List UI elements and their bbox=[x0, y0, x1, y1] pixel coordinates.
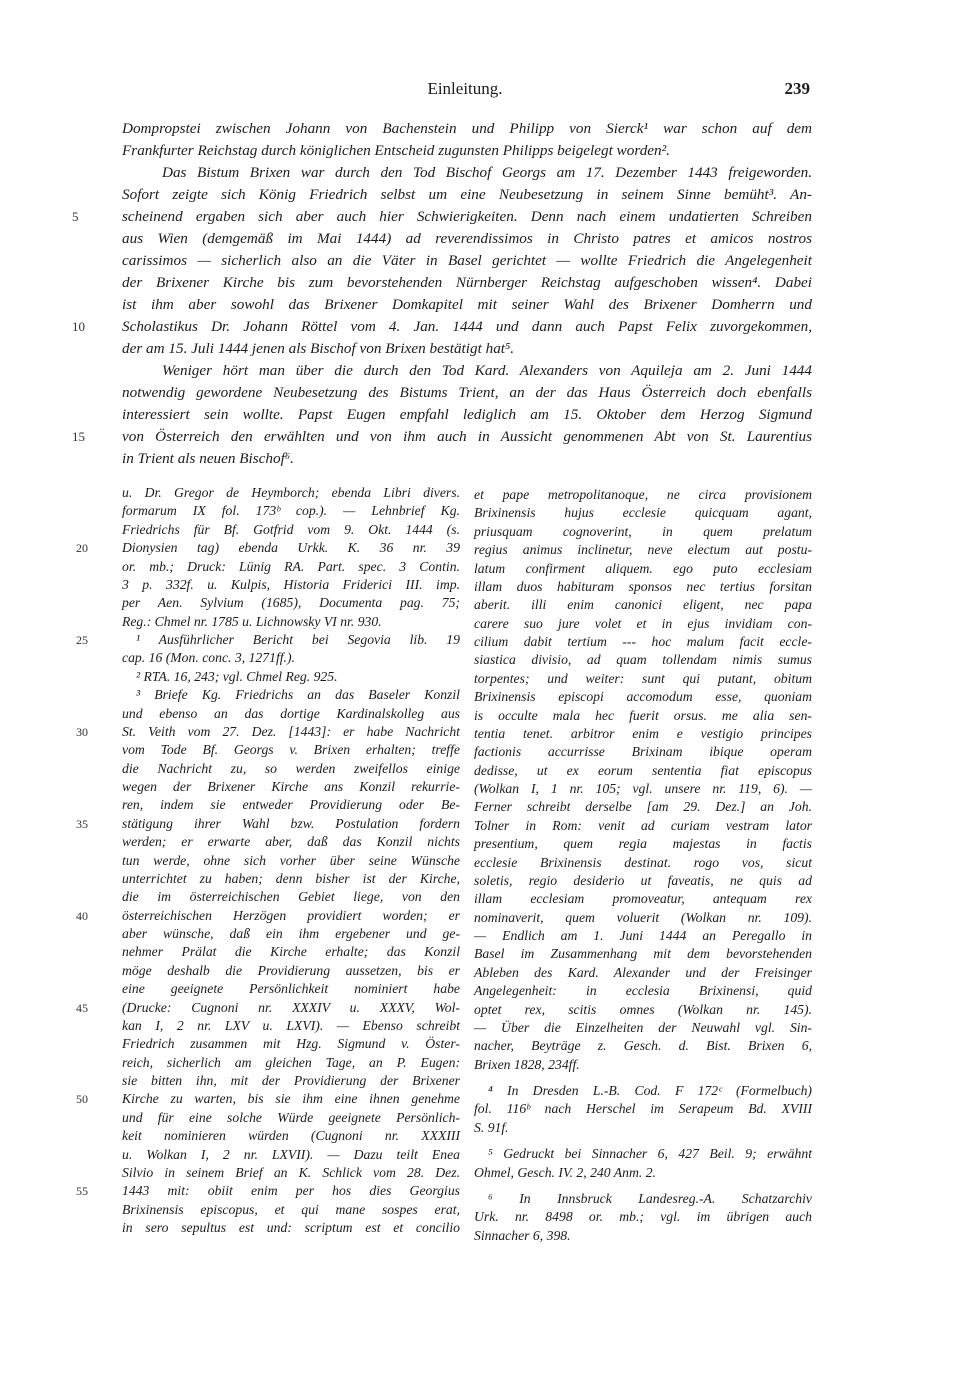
footnote-line: aberit. illi enim canonici eligent, nec papa bbox=[474, 597, 812, 613]
footnote-line: eine geeignete Persönlichkeit nominiert habe bbox=[122, 981, 460, 997]
footnote-line: möge deshalb die Providierung aussetzen, bis er bbox=[122, 962, 460, 978]
footnote-line: ⁴ In Dresden L.-B. Cod. F 172ᶜ (Formelbuch) bbox=[488, 1083, 812, 1098]
footnote-line: Brixen 1828, 234ff. bbox=[474, 1056, 580, 1072]
footnote-line: nehmer Prälat die Kirche erhalte; das Konzil bbox=[122, 944, 460, 960]
footnotes-right-column bbox=[474, 486, 812, 1245]
footnote-line: ³ Briefe Kg. Friedrichs an das Baseler Konzil bbox=[136, 687, 460, 703]
footnote-line: unterrichtet zu haben; denn bisher ist der Kirche, bbox=[122, 870, 460, 886]
footnote-line: factionis accurrisse Brixinam ibique operam bbox=[474, 744, 812, 760]
footnote-line: presentium, quem regia majestas in factis bbox=[474, 836, 812, 852]
line-number: 5 bbox=[72, 209, 79, 224]
text-line: scheinend ergaben sich aber auch hier Schwierigkeiten. Denn nach einem undatierten Schreiben 5 bbox=[122, 206, 812, 228]
line-number: 35 bbox=[76, 816, 88, 831]
footnote-line: ⁵ Gedruckt bei Sinnacher 6, 427 Beil. 9; erwähnt bbox=[488, 1146, 812, 1162]
footnote-line: ² RTA. 16, 243; vgl. Chmel Reg. 925. bbox=[136, 668, 338, 684]
footnote-line: Brixinensis episcopus, et qui mane sospes erat, bbox=[122, 1201, 460, 1217]
main-text bbox=[72, 118, 812, 470]
footnote-line: Angelegenheit: in ecclesia Brixinensi, quid bbox=[474, 983, 812, 999]
footnote-line: illam ecclesiam promoveatur, antequam rex bbox=[474, 891, 812, 907]
footnote-line: cilium dabit tertium --- hoc malum facit eccle- bbox=[474, 634, 812, 649]
footnote-line: Basel im Zusammenhang mit dem bevorstehenden bbox=[474, 946, 812, 962]
page-header bbox=[120, 76, 810, 102]
footnote-line: ren, indem sie entweder Providierung oder Be- bbox=[122, 797, 460, 813]
footnote-line: et pape metropolitanoque, ne circa provisionem bbox=[474, 487, 812, 502]
text-line: der Brixener Kirche bis zum bevorstehenden Nürnberger Reichstag aufgeschoben wissen⁴. Dabei bbox=[122, 274, 812, 291]
text-line: Sofort zeigte sich König Friedrich selbst um eine Neubesetzung in seinem Sinne bemüht³. An- bbox=[122, 186, 812, 203]
footnote-line: kan I, 2 nr. LXV u. LXVI). — Ebenso schreibt bbox=[122, 1017, 460, 1033]
footnote-line: Ableben des Kard. Alexander und der Freisinger bbox=[474, 964, 812, 980]
footnote-line: sie bitten ihn, mit der Providierung der Brixener bbox=[122, 1073, 460, 1088]
footnote-line: stätigung ihrer Wahl bzw. Postulation fordern 35 bbox=[122, 815, 460, 833]
line-number: 40 bbox=[76, 908, 88, 923]
line-number: 15 bbox=[72, 429, 85, 444]
footnote-line: tentia tenet. arbitror enim e vestigio principes bbox=[474, 725, 812, 741]
footnote-line: Ferner schreibt derselbe [am 29. Dez.] an Joh. bbox=[474, 799, 812, 815]
line-number: 45 bbox=[76, 1000, 88, 1015]
footnote-line: Brixinensis episcopi accomodum esse, quoniam bbox=[474, 689, 812, 705]
text-line: aus Wien (demgemäß im Mai 1444) ad reverendissimos in Christo patres et amicos nostros bbox=[122, 230, 812, 247]
footnote-line: soletis, regio desiderio ut faveatis, ne quis ad bbox=[474, 872, 812, 888]
footnote-line: is occulte mala hec fuerit orsus. me alia sen- bbox=[474, 707, 812, 723]
text-line: interessiert sein wollte. Papst Eugen empfahl lediglich am 15. Oktober dem Herzog Sigmund bbox=[122, 406, 812, 423]
footnote-line: die im österreichischen Gebiet liege, von den bbox=[122, 889, 460, 905]
text-line: Frankfurter Reichstag durch königlichen Entscheid zugunsten Philipps beigelegt worden². bbox=[122, 142, 670, 159]
footnote-line: Brixinensis hujus ecclesie quicquam agant, bbox=[474, 505, 812, 521]
footnote-line: österreichischen Herzögen providiert worden; er 40 bbox=[122, 907, 460, 925]
footnote-line: priusquam cognoverint, in quem prelatum bbox=[474, 523, 812, 539]
footnote-line: werden; er erwarte aber, daß das Konzil nichts bbox=[122, 834, 460, 850]
footnote-line: ⁶ In Innsbruck Landesreg.-A. Schatzarchiv bbox=[488, 1190, 812, 1206]
footnote-line: nacher, Beyträge z. Gesch. d. Bist. Brixen 6, bbox=[474, 1038, 812, 1054]
footnote-line: Tolner in Rom: venit ad curiam vestram lator bbox=[474, 817, 812, 833]
footnote-line: optet rex, scitis omnes (Wolkan nr. 145). bbox=[474, 1001, 812, 1017]
line-number: 55 bbox=[76, 1184, 88, 1199]
footnote-line: carere suo jure volet et in ejus invidiam con- bbox=[474, 615, 812, 631]
text-line: Scholastikus Dr. Johann Röttel vom 4. Jan. 1444 und dann auch Papst Felix zuvorgekommen, 10 bbox=[122, 316, 812, 338]
footnote-line: — Über die Einzelheiten der Neuwahl vgl. Sin- bbox=[474, 1019, 812, 1035]
footnote-line: reich, sicherlich am gleichen Tage, an P. Eugen: bbox=[122, 1054, 460, 1070]
text-line: Das Bistum Brixen war durch den Tod Bischof Georgs am 17. Dezember 1443 freigeworden. bbox=[162, 164, 812, 181]
text-line: notwendig gewordene Neubesetzung des Bistums Trient, an der das Haus Österreich doch ebenfalls bbox=[122, 384, 812, 401]
footnote-line: tun werde, ohne sich vorher über seine Wünsche bbox=[122, 852, 460, 868]
text-line: carissimos — sicherlich also an die Väter in Basel gerichtet — wollte Friedrich die Angelegenheit bbox=[122, 252, 812, 269]
footnote-line: und ebenso an das dortige Kardinalskolleg aus bbox=[122, 705, 460, 721]
footnote-line: wegen der Brixener Kirche ans Konzil rekurrie- bbox=[122, 779, 460, 794]
line-number: 10 bbox=[72, 319, 85, 334]
text-line: in Trient als neuen Bischof⁶. bbox=[122, 450, 294, 467]
line-number: 20 bbox=[76, 541, 88, 556]
footnote-line: regius animus inclinetur, neve electum aut postu- bbox=[474, 542, 812, 558]
footnote-line: in sero sepultus est und: scriptum est et concilio bbox=[122, 1220, 460, 1235]
footnote-line: u. Dr. Gregor de Heymborch; ebenda Libri divers. bbox=[122, 485, 460, 500]
text-line: von Österreich den erwählten und von ihm auch in Aussicht genommenen Abt von St. Laurentius 15 bbox=[122, 426, 812, 448]
footnote-line: Ohmel, Gesch. IV. 2, 240 Anm. 2. bbox=[474, 1164, 656, 1180]
footnote-line: Friedrich zusammen mit Hzg. Sigmund v. Öster- bbox=[122, 1036, 460, 1052]
running-head: Einleitung. bbox=[427, 79, 503, 98]
line-number: 50 bbox=[76, 1092, 88, 1107]
footnote-line: die Nachricht zu, so werden zweifellos einige bbox=[122, 760, 460, 776]
footnote-line: (Wolkan I, 1 nr. 105; vgl. unsere nr. 119, 6). — bbox=[474, 781, 812, 796]
footnote-line: illam duos habituram sponsos nec tertius forsitan bbox=[474, 578, 812, 594]
footnote-line: (Drucke: Cugnoni nr. XXXIV u. XXXV, Wol- 45 bbox=[122, 999, 460, 1017]
footnote-line: u. Wolkan I, 2 nr. LXVII). — Dazu teilt Enea bbox=[122, 1146, 460, 1162]
footnote-line: vom Tode Bf. Georgs v. Brixen erhalten; treffe bbox=[122, 742, 460, 758]
footnote-line: fol. 116ᵇ nach Herschel im Serapeum Bd. XVIII bbox=[474, 1101, 812, 1117]
footnote-line: S. 91f. bbox=[474, 1119, 509, 1135]
footnote-line: Dionysien tag) ebenda Urkk. K. 36 nr. 39 20 bbox=[122, 539, 460, 557]
footnote-line: Silvio in seinem Brief an K. Schlick vom 28. Dez. bbox=[122, 1164, 460, 1180]
text-line: der am 15. Juli 1444 jenen als Bischof von Brixen bestätigt hat⁵. bbox=[122, 340, 515, 357]
text-line: Weniger hört man über die durch den Tod Kard. Alexanders von Aquileja am 2. Juni 1444 bbox=[162, 362, 812, 379]
footnote-line: siastica divisio, ad quam tollendam nimis sumus bbox=[474, 652, 812, 668]
footnote-line: torpentes; und weiter: sunt qui putant, obitum bbox=[474, 670, 812, 686]
footnote-line: keit nominieren würden (Cugnoni nr. XXXIII bbox=[122, 1128, 460, 1144]
text-line: ist ihm aber sowohl das Brixener Domkapitel mit seiner Wahl des Brixener Domherrn und bbox=[122, 296, 812, 313]
footnote-line: latum confirment aliquem. ego puto ecclesiam bbox=[474, 560, 812, 576]
footnote-line: St. Veith vom 27. Dez. [1443]: er habe Nachricht 30 bbox=[122, 723, 460, 741]
footnote-line: Reg.: Chmel nr. 1785 u. Lichnowsky VI nr. 930. bbox=[122, 613, 382, 629]
footnote-line: aber wünsche, daß ein ihm ergebener und ge- bbox=[122, 926, 460, 941]
footnote-line: ecclesie Brixinensis destinat. rogo vos, sicut bbox=[474, 854, 812, 870]
footnote-line: 1443 mit: obiit enim per hos dies Georgius 55 bbox=[122, 1182, 460, 1200]
footnote-line: Urk. nr. 8498 or. mb.; vgl. im übrigen auch bbox=[474, 1209, 812, 1225]
footnote-line: Kirche zu warten, bis sie ihm eine ihnen genehme 50 bbox=[122, 1090, 460, 1108]
footnote-line: cap. 16 (Mon. conc. 3, 1271ff.). bbox=[122, 650, 295, 666]
footnote-line: per Aen. Sylvium (1685), Documenta pag. 75; bbox=[122, 595, 460, 611]
page-number: 239 bbox=[784, 79, 810, 98]
footnote-line: Friedrichs für Bf. Gotfrid vom 9. Okt. 1444 (s. bbox=[122, 521, 460, 537]
footnote-line: — Endlich am 1. Juni 1444 an Peregallo in bbox=[474, 928, 812, 943]
footnote-line: Sinnacher 6, 398. bbox=[474, 1227, 571, 1243]
text-line: Dompropstei zwischen Johann von Bachenstein und Philipp von Sierck¹ war schon auf dem bbox=[122, 120, 812, 137]
line-number: 30 bbox=[76, 724, 88, 739]
footnote-line: ¹ Ausführlicher Bericht bei Segovia lib. 19 25 bbox=[122, 631, 460, 649]
footnote-line: or. mb.; Druck: Lünig RA. Part. spec. 3 Contin. bbox=[122, 558, 460, 574]
footnote-line: nominaverit, quem voluerit (Wolkan nr. 109). bbox=[474, 909, 812, 925]
footnote-line: formarum IX fol. 173ᵇ cop.). — Lehnbrief Kg. bbox=[122, 503, 460, 519]
footnote-line: 3 p. 332f. u. Kulpis, Historia Friderici III. imp. bbox=[122, 576, 460, 592]
footnote-line: dedisse, ut ex eorum sententia fiat episcopus bbox=[474, 762, 812, 778]
footnote-line: und für eine solche Würde geeignete Persönlich- bbox=[122, 1109, 460, 1125]
line-number: 25 bbox=[76, 633, 88, 647]
footnotes-left-column bbox=[76, 484, 460, 1237]
